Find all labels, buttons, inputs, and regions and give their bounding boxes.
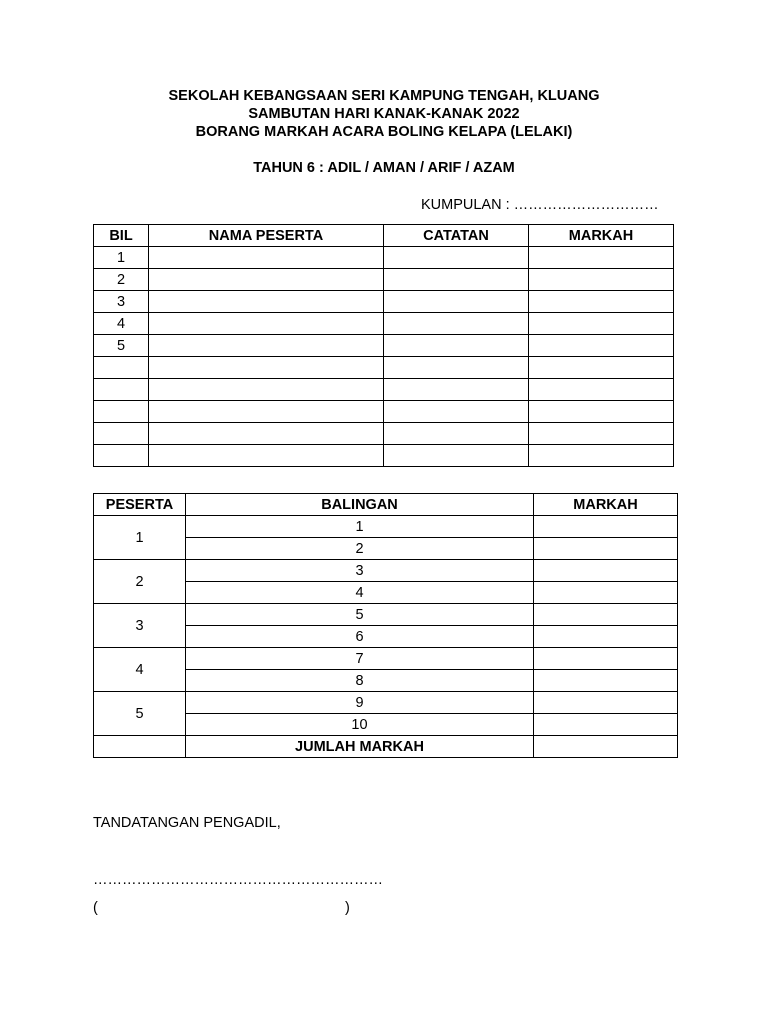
- nama-peserta-cell: [149, 247, 384, 269]
- table-row: [94, 357, 674, 379]
- header-catatan: CATATAN: [384, 225, 529, 247]
- table-row: [94, 423, 674, 445]
- participants-header-row: [94, 225, 674, 247]
- balingan-cell: 7: [186, 648, 534, 670]
- catatan-cell: [384, 445, 529, 467]
- header-nama-peserta: NAMA PESERTA: [149, 225, 384, 247]
- total-label: JUMLAH MARKAH: [186, 736, 534, 758]
- bil-cell: 2: [94, 269, 149, 291]
- bil-cell: [94, 401, 149, 423]
- catatan-cell: [384, 401, 529, 423]
- header-peserta: PESERTA: [94, 494, 186, 516]
- table-row: [94, 604, 678, 626]
- balingan-cell: 1: [186, 516, 534, 538]
- header-markah: MARKAH: [529, 225, 674, 247]
- markah-cell: [529, 401, 674, 423]
- markah-cell: [534, 714, 678, 736]
- bil-cell: [94, 357, 149, 379]
- bil-cell: [94, 423, 149, 445]
- form-title: BORANG MARKAH ACARA BOLING KELAPA (LELAKI): [195, 124, 573, 140]
- nama-peserta-cell: [149, 291, 384, 313]
- table-row: [94, 692, 678, 714]
- balingan-cell: 10: [186, 714, 534, 736]
- total-blank-cell: [94, 736, 186, 758]
- peserta-cell: 5: [94, 692, 186, 736]
- balingan-cell: 3: [186, 560, 534, 582]
- catatan-cell: [384, 313, 529, 335]
- school-name: SEKOLAH KEBANGSAAN SERI KAMPUNG TENGAH, KLUANG: [168, 88, 600, 104]
- header-bil: BIL: [94, 225, 149, 247]
- markah-cell: [529, 445, 674, 467]
- header-markah-score: MARKAH: [534, 494, 678, 516]
- nama-peserta-cell: [149, 423, 384, 445]
- bil-cell: [94, 445, 149, 467]
- bil-cell: 3: [94, 291, 149, 313]
- table-row: [94, 313, 674, 335]
- markah-cell: [529, 423, 674, 445]
- nama-peserta-cell: [149, 445, 384, 467]
- catatan-cell: [384, 269, 529, 291]
- catatan-cell: [384, 379, 529, 401]
- markah-cell: [534, 582, 678, 604]
- markah-cell: [534, 692, 678, 714]
- balingan-cell: 2: [186, 538, 534, 560]
- signature-line: ……………………………………………………: [93, 872, 383, 888]
- markah-cell: [534, 626, 678, 648]
- nama-peserta-cell: [149, 357, 384, 379]
- peserta-cell: 2: [94, 560, 186, 604]
- score-table: [93, 493, 678, 758]
- kumpulan-field: KUMPULAN : …………………………: [421, 197, 659, 213]
- total-row: [94, 736, 678, 758]
- catatan-cell: [384, 357, 529, 379]
- peserta-cell: 4: [94, 648, 186, 692]
- bil-cell: 5: [94, 335, 149, 357]
- catatan-cell: [384, 423, 529, 445]
- table-row: [94, 269, 674, 291]
- table-row: [94, 247, 674, 269]
- name-bracket-close: ): [345, 900, 350, 916]
- nama-peserta-cell: [149, 401, 384, 423]
- table-row: [94, 401, 674, 423]
- balingan-cell: 5: [186, 604, 534, 626]
- table-row: [94, 560, 678, 582]
- markah-cell: [534, 560, 678, 582]
- nama-peserta-cell: [149, 379, 384, 401]
- table-row: [94, 648, 678, 670]
- nama-peserta-cell: [149, 313, 384, 335]
- catatan-cell: [384, 247, 529, 269]
- header-balingan: BALINGAN: [186, 494, 534, 516]
- nama-peserta-cell: [149, 269, 384, 291]
- table-row: [94, 291, 674, 313]
- total-markah-cell: [534, 736, 678, 758]
- catatan-cell: [384, 335, 529, 357]
- markah-cell: [534, 670, 678, 692]
- balingan-cell: 8: [186, 670, 534, 692]
- markah-cell: [529, 291, 674, 313]
- markah-cell: [529, 379, 674, 401]
- bil-cell: 1: [94, 247, 149, 269]
- markah-cell: [529, 335, 674, 357]
- markah-cell: [534, 604, 678, 626]
- markah-cell: [529, 247, 674, 269]
- table-row: [94, 335, 674, 357]
- balingan-cell: 4: [186, 582, 534, 604]
- markah-cell: [529, 269, 674, 291]
- participants-table: [93, 224, 674, 467]
- markah-cell: [529, 357, 674, 379]
- markah-cell: [534, 516, 678, 538]
- peserta-cell: 3: [94, 604, 186, 648]
- balingan-cell: 6: [186, 626, 534, 648]
- nama-peserta-cell: [149, 335, 384, 357]
- peserta-cell: 1: [94, 516, 186, 560]
- bil-cell: [94, 379, 149, 401]
- markah-cell: [534, 648, 678, 670]
- name-bracket-open: (: [93, 900, 98, 916]
- table-row: [94, 516, 678, 538]
- catatan-cell: [384, 291, 529, 313]
- score-header-row: [94, 494, 678, 516]
- bil-cell: 4: [94, 313, 149, 335]
- table-row: [94, 445, 674, 467]
- table-row: [94, 379, 674, 401]
- balingan-cell: 9: [186, 692, 534, 714]
- event-name: SAMBUTAN HARI KANAK-KANAK 2022: [248, 106, 520, 122]
- markah-cell: [534, 538, 678, 560]
- signature-label: TANDATANGAN PENGADIL,: [93, 815, 281, 831]
- markah-cell: [529, 313, 674, 335]
- class-line: TAHUN 6 : ADIL / AMAN / ARIF / AZAM: [253, 160, 515, 176]
